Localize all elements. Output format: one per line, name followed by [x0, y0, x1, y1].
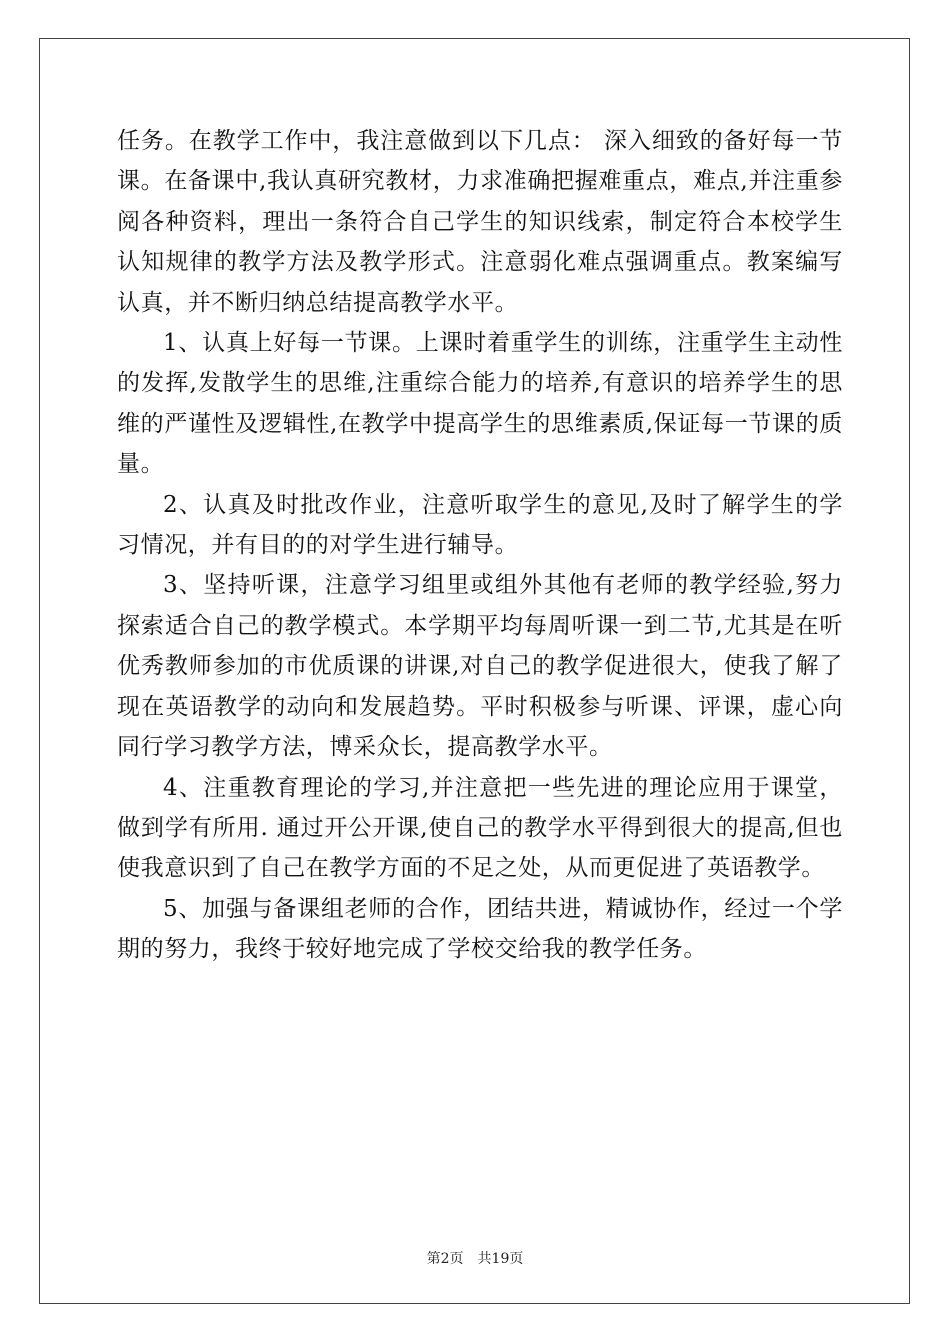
document-body [117, 121, 843, 970]
page-footer [0, 1248, 950, 1268]
paragraph-4: 3、坚持听课，注意学习组里或组外其他有老师的教学经验,努力探索适合自己的教学模式。本学期平均每周听课一到二节,尤其是在听优秀教师参加的市优质课的讲课,对自己的教学促进很大，使我了解了现在英语教学的动向和发展趋势。平时积极参与听课、评课，虚心向同行学习教学方法，博采众长，提高教学水平。 [117, 572, 843, 761]
paragraph-1: 任务。在教学工作中，我注意做到以下几点： 深入细致的备好每一节课。在备课中,我认真研究教材，力求准确把握难重点，难点,并注重参阅各种资料，理出一条符合自己学生的知识线索，制定符合本校学生认知规律的教学方法及教学形式。注意弱化难点强调重点。教案编写认真，并不断归纳总结提高教学水平。 [117, 128, 843, 316]
paragraph-6: 5、加强与备课组老师的合作，团结共进，精诚协作，经过一个学期的努力，我终于较好地完成了学校交给我的教学任务。 [117, 895, 843, 963]
page-total: 共19页 [477, 1251, 524, 1267]
paragraph-2: 1、认真上好每一节课。上课时着重学生的训练，注重学生主动性的发挥,发散学生的思维,注重综合能力的培养,有意识的培养学生的思维的严谨性及逻辑性,在教学中提高学生的思维素质,保证每一节课的质量。 [117, 330, 843, 478]
page-number: 第2页 [426, 1251, 464, 1267]
paragraph-3: 2、认真及时批改作业，注意听取学生的意见,及时了解学生的学习情况，并有目的的对学生进行辅导。 [117, 491, 843, 559]
paragraph-5: 4、注重教育理论的学习,并注意把一些先进的理论应用于课堂，做到学有所用. 通过开公开课,使自己的教学水平得到很大的提高,但也使我意识到了自己在教学方面的不足之处，从而更促进了英语教学。 [117, 774, 843, 882]
